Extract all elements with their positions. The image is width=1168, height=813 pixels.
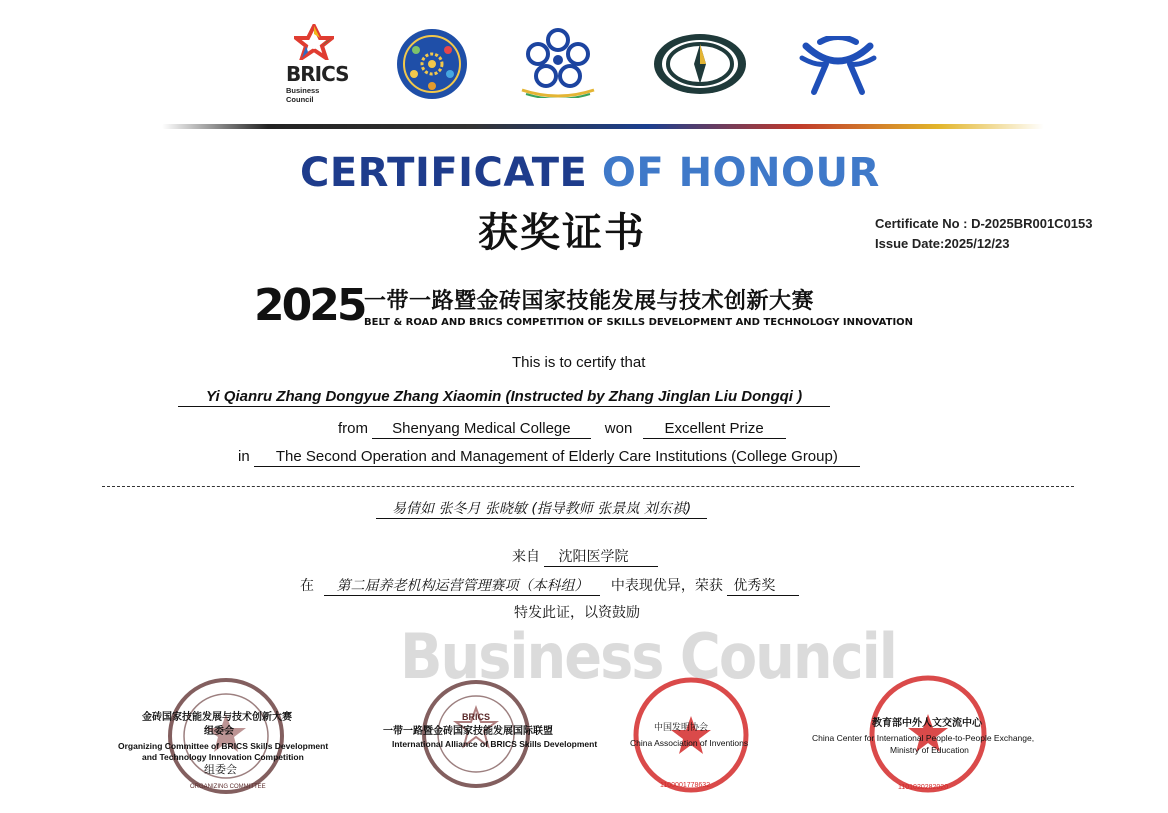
recipient-names-en bbox=[178, 388, 830, 407]
compass-oval-emblem-icon bbox=[652, 32, 748, 96]
seal2-center: BRICS bbox=[462, 712, 491, 722]
brics-logo bbox=[282, 24, 349, 104]
from-line-en bbox=[338, 420, 786, 439]
seal-china-association-inventions bbox=[632, 676, 750, 794]
seal1-ring: ORGANIZING COMMITTEE bbox=[190, 784, 266, 790]
from-label: from bbox=[338, 420, 368, 437]
issue-date: Issue Date:2025/12/23 bbox=[875, 236, 1010, 251]
prize-en: Excellent Prize bbox=[643, 420, 786, 439]
seal1-cn2: 组委会 bbox=[204, 726, 234, 737]
blue-gear-circle-emblem-icon bbox=[396, 28, 468, 100]
certificate-title-en bbox=[300, 150, 880, 196]
competition-name-en: BELT & ROAD AND BRICS COMPETITION OF SKILLS DEVELOPMENT AND TECHNOLOGY INNOVATION bbox=[364, 317, 914, 328]
seal1-cn3: 组委会 bbox=[204, 764, 237, 776]
event-cn: 第二届养老机构运营管理赛项（本科组） bbox=[324, 577, 600, 596]
closing-text-cn: 特发此证，以资鼓励 bbox=[514, 605, 640, 621]
seal1-en2: and Technology Innovation Competition bbox=[142, 752, 304, 762]
recipient-names-cn bbox=[376, 500, 707, 519]
dashed-separator bbox=[102, 486, 1074, 487]
college-en: Shenyang Medical College bbox=[372, 420, 590, 439]
names-cn-value: 易倩如 张冬月 张晓敏 (指导教师 张景岚 刘东祺) bbox=[376, 500, 707, 519]
event-line-en bbox=[238, 448, 860, 467]
seal4-cn: 教育部中外人文交流中心 bbox=[872, 718, 982, 729]
competition-name-cn: 一带一路暨金砖国家技能发展与技术创新大赛 bbox=[364, 289, 815, 314]
seal4-en: China Center for International People-to-People Exchange, bbox=[812, 733, 1035, 743]
brics-name: BRICS bbox=[286, 62, 349, 86]
title-en-part1: CERTIFICATE bbox=[300, 150, 588, 196]
seal3-en: China Association of Inventions bbox=[630, 738, 749, 748]
watermark: Business Council bbox=[400, 620, 896, 693]
decorative-divider bbox=[162, 124, 1044, 129]
won-label: won bbox=[604, 420, 633, 437]
names-en-value: Yi Qianru Zhang Dongyue Zhang Xiaomin (Instructed by Zhang Jinglan Liu Dongqi ) bbox=[178, 388, 830, 407]
blue-knot-emblem-icon bbox=[796, 36, 880, 96]
event-en: The Second Operation and Management of Elderly Care Institutions (College Group) bbox=[254, 448, 860, 467]
brics-star-icon bbox=[294, 24, 334, 60]
certificate-number: Certificate No : D-2025BR001C0153 bbox=[875, 216, 1093, 231]
certificate-title-cn: 获奖证书 bbox=[478, 209, 646, 256]
from-line-cn bbox=[512, 546, 658, 567]
in-label-cn: 在 bbox=[300, 578, 314, 594]
middle-text-cn: 中表现优异，荣获 bbox=[610, 578, 723, 594]
seal2-en: International Alliance of BRICS Skills Development bbox=[392, 739, 598, 749]
seal1-cn: 金砖国家技能发展与技术创新大赛 bbox=[142, 712, 292, 723]
seal3-cn: 中国发明协会 bbox=[654, 722, 709, 732]
from-label-cn: 来自 bbox=[512, 549, 540, 565]
competition-year: 2025 bbox=[254, 280, 365, 331]
seal4-en2: Ministry of Education bbox=[890, 745, 969, 755]
five-ring-flower-emblem-icon bbox=[516, 26, 600, 98]
seal3-number: 1100001778632 bbox=[660, 782, 711, 789]
college-cn: 沈阳医学院 bbox=[544, 548, 658, 567]
seal4-number: 1101020282020 bbox=[898, 784, 949, 791]
certify-text: This is to certify that bbox=[512, 354, 646, 371]
in-label: in bbox=[238, 448, 250, 465]
prize-cn: 优秀奖 bbox=[727, 577, 799, 596]
title-en-part2: OF HONOUR bbox=[601, 150, 880, 196]
seal2-cn: 一带一路暨金砖国家技能发展国际联盟 bbox=[383, 726, 553, 737]
event-line-cn bbox=[300, 575, 799, 596]
brics-sub: Business Council bbox=[286, 86, 320, 104]
seal1-en: Organizing Committee of BRICS Skills Development bbox=[118, 741, 329, 751]
